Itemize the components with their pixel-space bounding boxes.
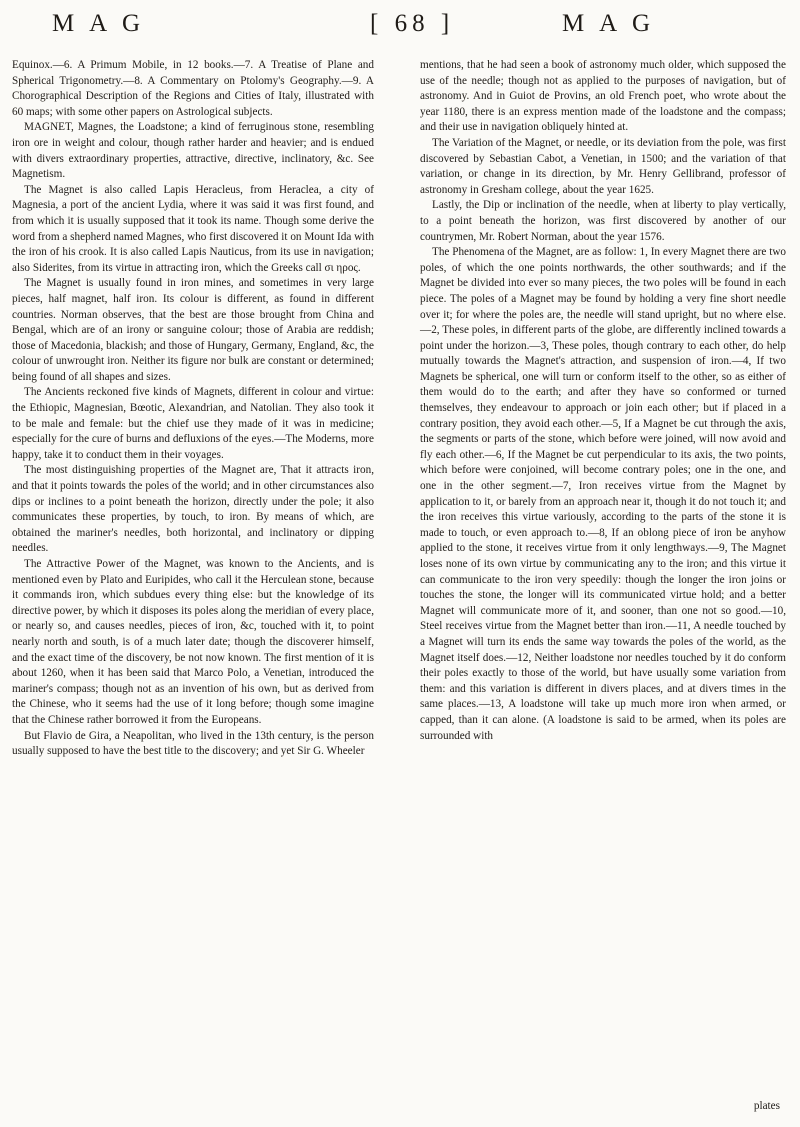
paragraph: But Flavio de Gira, a Neapolitan, who lived in the 13th century, is the person usually supposed to have the best title to the discovery; and yet Sir G. Wheeler [12, 729, 374, 758]
paragraph: The Magnet is also called Lapis Heracleus, from Heraclea, a city of Magnesia, a port of the ancient Lydia, where it was said it was first found, and from which it is usually supposed that it took its name. Though some derive the word from a shepherd named Magnes, who first discovered it on Mount Ida with the iron of his crook. It is also called Lapis Nauticus, from its use in navigation; also Siderites, from its virtue in attracting iron, which the Greeks call σι ηρος. [12, 183, 374, 274]
paragraph: Lastly, the Dip or inclination of the needle, when at liberty to play vertically, to a point beneath the horizon, was first discovered by another of our countrymen, Mr. Robert Norman, about the year 1576. [420, 199, 786, 243]
entry-magnet: MAGNET, Magnes, the Loadstone; a kind of ferruginous stone, resembling iron ore in weight and colour, though rather harder and heavier; and is endued with divers extraordinary properties, attractive, directive, inclinatory, &c. See Magnetism. [12, 121, 374, 181]
paragraph: The Variation of the Magnet, or needle, or its deviation from the pole, was first discovered by Sebastian Cabot, a Venetian, in 1500; and the variation of that variation, or change in its direction, by Mr. Henry Gellibrand, professor of astronomy in Gresham college, about the year 1625. [420, 136, 786, 196]
header-left-keyword: M A G [52, 10, 146, 37]
paragraph: The Magnet is usually found in iron mines, and sometimes in very large pieces, half magnet, half iron. Its colour is different, as found in different countries. Norman observes, that the best are those brought from China and Bengal, which are of an irony or sanguine colour; those of Arabia are reddish; those of Macedonia, blackish; and those of Hungary, Germany, England, &c, the colour of unwrought iron. Neither its figure nor bulk are constant or determined; being found of all shapes and sizes. [12, 277, 374, 383]
paragraph: Equinox.—6. A Primum Mobile, in 12 books.—7. A Treatise of Plane and Spherical Trigonometry.—8. A Commentary on Ptolomy's Geography.—9. A Chorographical Description of the Regions and Cities of Italy, illustrated with 60 maps; with some other papers on Astrological subjects. [12, 59, 374, 118]
paragraph: The Attractive Power of the Magnet, was known to the Ancients, and is mentioned even by Plato and Euripides, who call it the Herculean stone, because it commands iron, which subdues every thing else: but the knowledge of its directive power, by which it disposes its poles along the meridian of every place, or nearly so, and causes needles, pieces of iron, &c, touched with it, to point nearly north and south, is of a much later date; though the discoverer himself, and the exact time of the discovery, be not now known. The first mention of it is about 1260, when it has been said that Marco Polo, a Venetian, introduced the mariner's compass; though not as an invention of his own, but as derived from the Chinese, who it seems had the use of it long before; though some imagine that the Chinese rather borrowed it from the Europeans. [12, 558, 374, 726]
catchword: plates [753, 1100, 780, 1112]
left-column [12, 58, 374, 760]
paragraph: mentions, that he had seen a book of astronomy much older, which supposed the use of the needle; though not as applied to the purposes of navigation, but of astronomy. And in Guiot de Provins, an old French poet, who wrote about the year 1180, there is an express mention made of the loadstone and the compass; and their use in navigation obliquely hinted at. [420, 59, 786, 134]
paragraph: The Ancients reckoned five kinds of Magnets, different in colour and virtue: the Ethiopic, Magnesian, Bœotic, Alexandrian, and Natolian. They also took it to be male and female: but the chief use they made of it was in medicine; especially for the cure of burns and defluxions of the eyes.—The Moderns, more happy, take it to conduct them in their voyages. [12, 386, 374, 461]
paragraph: The most distinguishing properties of the Magnet are, That it attracts iron, and that it points towards the poles of the world; and in other circumstances also dips or inclines to a point beneath the horizon, directly under the pole; it also communicates these properties, by touch, to iron. By means of which, are obtained the mariner's needles, both horizontal, and inclinatory or dipping needles. [12, 464, 374, 555]
right-column [420, 58, 786, 744]
paragraph: The Phenomena of the Magnet, are as follow: 1, In every Magnet there are two poles, of which the one points northwards, the other southwards; and if the Magnet be divided into ever so many pieces, the two poles will be found in each piece. The poles of a Magnet may be found by holding a very fine short needle over it; for where the poles are, the needle will stand upright, but no where else.—2, These poles, in different parts of the globe, are differently inclined towards a point under the horizon.—3, These poles, though contrary to each other, do help mutually towards the Magnet's attraction, and suspension of iron.—4, If two Magnets be spherical, one will turn or conform itself to the other, so as either of them would do to the earth; and after they have so conformed or turned themselves, they endeavour to approach or join each other; but if placed in a contrary position, they avoid each other.—5, If a Magnet be cut through the axis, the segments or parts of the stone, which before were joined, will now avoid and fly each other.—6, If the Magnet be cut perpendicular to its axis, the two points, which before were conjoined, will become contrary poles; one in the one, and one in the other segment.—7, Iron receives virtue from the Magnet by application to it, or barely from an approach near it, though it do not touch it; and the iron receives this virtue variously, according to the parts of the stone it is made to touch, or even approach to.—8, If an oblong piece of iron be anyhow applied to the stone, it receives virtue from it only lengthways.—9, The Magnet loses none of its own virtue by communicating any to the iron; and this virtue it can communicate to the iron very speedily: though the longer the iron joins or touches the stone, the longer will its communicated virtue hold; and a better Magnet will communicate more of it, and sooner, than one not so good.—10, Steel receives virtue from the Magnet better than iron.—11, A needle touched by a Magnet will turn its ends the same way towards the poles of the world, as the Magnet itself does.—12, Neither loadstone nor needles touched by it do conform their poles exactly to those of the world, but have usually some variation from them: and this variation is different in divers places, and at divers times in the same places.—13, A loadstone will take up much more iron when armed, or capped, than it can alone. (A loadstone is said to be armed, when its poles are surrounded with [420, 246, 786, 742]
header-right-keyword: M A G [562, 10, 656, 37]
page-number: [ 68 ] [370, 10, 455, 37]
running-header [0, 10, 800, 50]
